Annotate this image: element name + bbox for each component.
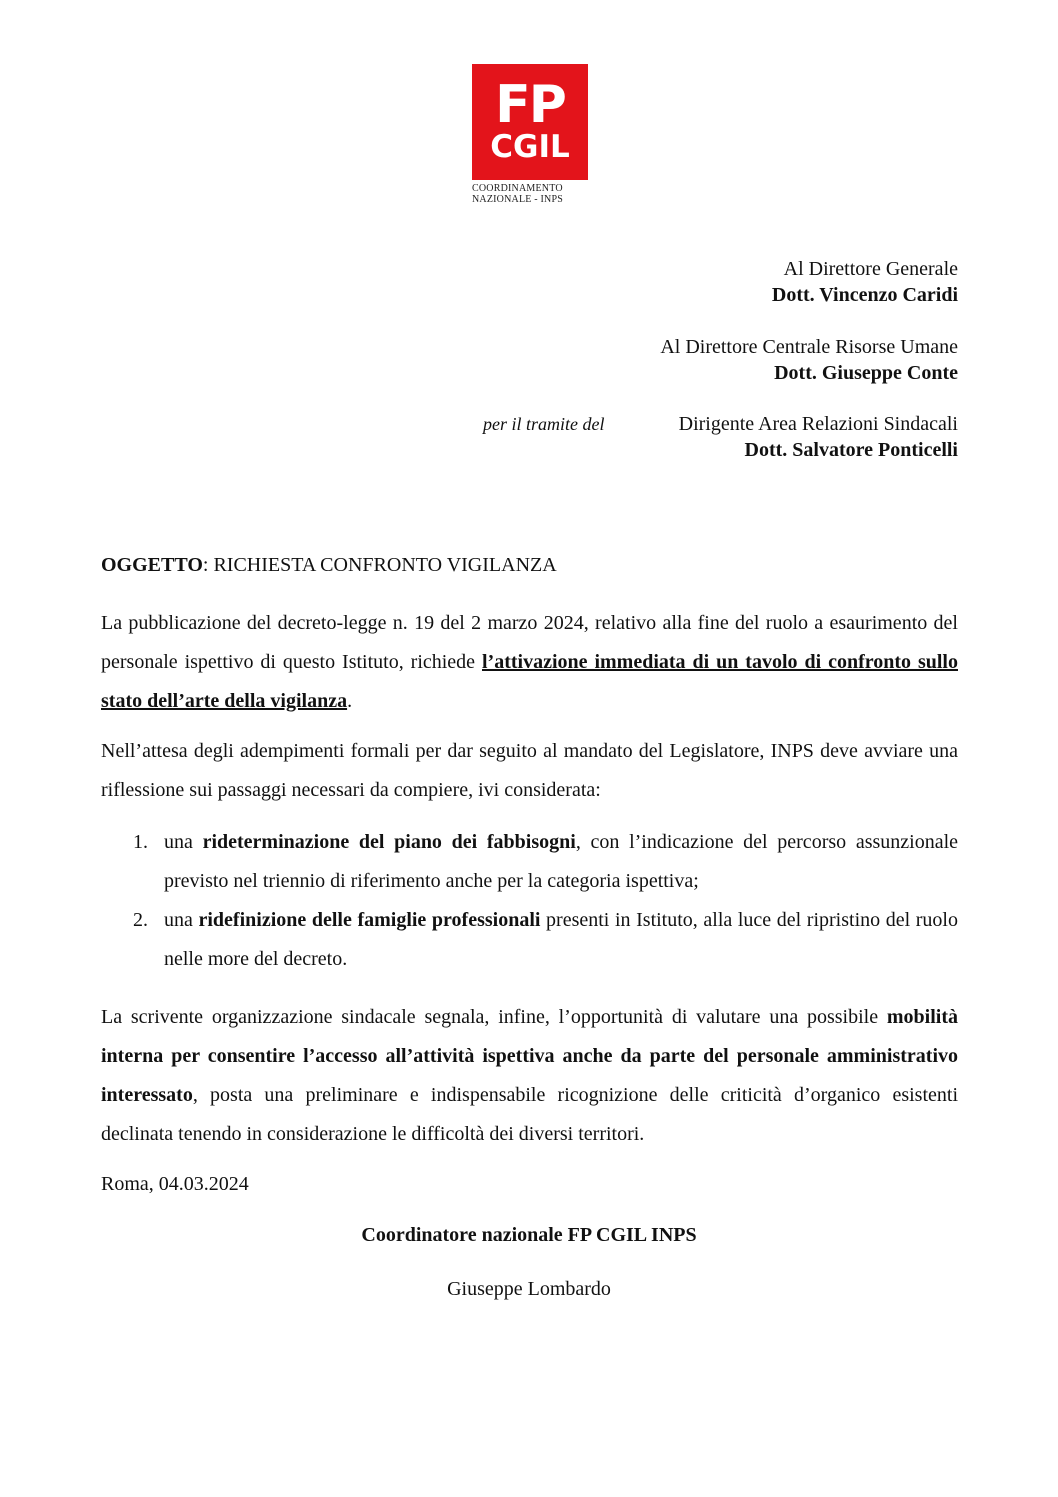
recipient-1 xyxy=(772,256,958,308)
place-date: Roma, 04.03.2024 xyxy=(101,1173,249,1195)
subject-line xyxy=(101,552,557,578)
recipient-role: Dirigente Area Relazioni Sindacali xyxy=(678,413,958,435)
signature-title: Coordinatore nazionale FP CGIL INPS xyxy=(361,1224,697,1246)
signature-name: Giuseppe Lombardo xyxy=(447,1278,611,1300)
paragraph-1-text: La pubblicazione del decreto-legge n. 19 del 2 marzo 2024, relativo alla fine del ruolo a esaurimento del personale ispettivo di questo Istituto, richiede xyxy=(101,612,958,673)
recipient-name: Dott. Vincenzo Caridi xyxy=(771,284,958,306)
list-item-post: , con l’indicazione del percorso assunzionale previsto nel triennio di riferimento anche per la categoria ispettiva; xyxy=(164,831,959,892)
recipient-2 xyxy=(660,334,958,386)
paragraph-3-bold: mobilità interna per consentire l’accesso all’attività ispettiva anche da parte del personale amministrativo interessato xyxy=(101,1006,958,1106)
list-number: 2. xyxy=(133,909,148,931)
paragraph-2: Nell’attesa degli adempimenti formali per dar seguito al mandato del Legislatore, INPS deve avviare una riflessione sui passaggi necessari da compiere, ivi considerata: xyxy=(101,740,958,801)
recipient-3 xyxy=(679,411,958,463)
list-item-post: presenti in Istituto, alla luce del ripristino del ruolo nelle more del decreto. xyxy=(164,909,958,970)
list-number: 1. xyxy=(133,831,148,853)
recipient-name: Dott. Giuseppe Conte xyxy=(774,362,958,384)
tramite-label: per il tramite del xyxy=(483,414,605,434)
paragraph-1-emphasis: l’attivazione immediata di un tavolo di confronto sullo stato dell’arte della vigilanza xyxy=(101,651,958,712)
list-item-pre: una xyxy=(164,909,199,931)
paragraph-1-end: . xyxy=(347,690,353,712)
list-item-bold: ridefinizione delle famiglie professionali xyxy=(198,909,541,931)
logo-subtitle xyxy=(472,183,588,205)
logo-subtitle-line1: COORDINAMENTO xyxy=(472,183,563,194)
paragraph-3-post: , posta una preliminare e indispensabile ricognizione delle criticità d’organico esistenti declinata tenendo in considerazione le difficoltà dei diversi territori. xyxy=(101,1084,958,1145)
fp-cgil-logo xyxy=(472,64,588,205)
paragraph-3-pre: La scrivente organizzazione sindacale segnala, infine, l’opportunità di valutare una possibile xyxy=(101,1006,887,1028)
list-item xyxy=(101,823,958,901)
logo-red-box xyxy=(472,64,588,180)
logo-fp-text: FP xyxy=(495,75,565,135)
list-item-pre: una xyxy=(164,831,203,853)
list-item xyxy=(101,901,958,979)
paragraph-3 xyxy=(101,998,958,1154)
recipient-name: Dott. Salvatore Ponticelli xyxy=(744,439,958,461)
recipient-role: Al Direttore Generale xyxy=(783,258,958,280)
subject-text: : RICHIESTA CONFRONTO VIGILANZA xyxy=(202,554,557,576)
logo-cgil-text: CGIL xyxy=(490,129,570,165)
recipient-role: Al Direttore Centrale Risorse Umane xyxy=(660,336,958,358)
paragraph-1 xyxy=(101,604,958,721)
subject-label: OGGETTO xyxy=(101,554,203,576)
list-item-bold: rideterminazione del piano dei fabbisogni xyxy=(202,831,576,853)
logo-subtitle-line2: NAZIONALE - INPS xyxy=(472,194,563,205)
